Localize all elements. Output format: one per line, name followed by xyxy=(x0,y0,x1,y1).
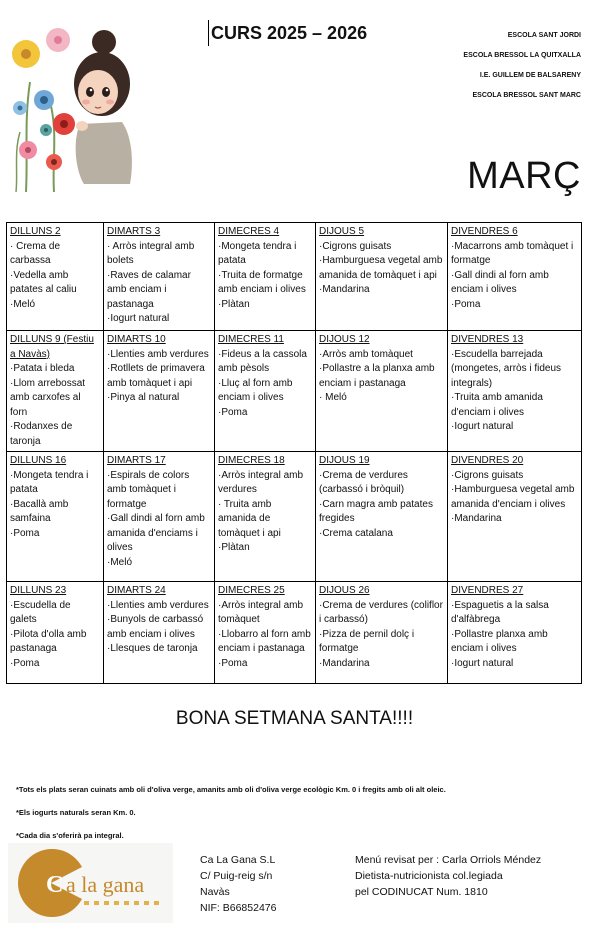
day-title: DILLUNS 16 xyxy=(10,455,67,466)
dish-item: ·Truita de formatge amb enciam i olives xyxy=(218,269,306,295)
day-cell xyxy=(215,331,316,452)
dish-item: ·Escudella de galets xyxy=(10,599,71,625)
day-title: DIVENDRES 20 xyxy=(451,455,524,466)
dish-item: ·Carn magra amb patates fregides xyxy=(319,498,433,524)
dish-item: · Meló xyxy=(319,392,347,403)
school-name: ESCOLA SANT JORDI xyxy=(507,32,581,39)
dish-item: ·Cigrons guisats xyxy=(451,469,524,481)
dish-item: ·Cigrons guisats xyxy=(319,240,392,252)
dish-item: ·Raves de calamar amb enciam i pastanaga xyxy=(107,269,191,310)
dish-item: ·Llesques de taronja xyxy=(107,643,198,654)
company-info xyxy=(200,852,276,916)
day-cell xyxy=(104,331,215,452)
day-title: DIMARTS 24 xyxy=(107,585,166,596)
note-yogurt: *Els iogurts naturals seran Km. 0. xyxy=(16,808,136,817)
dish-item: ·Pinya al natural xyxy=(107,392,180,403)
day-title: DIMECRES 11 xyxy=(218,334,284,345)
dish-item: ·Poma xyxy=(218,657,248,669)
dish-item: ·Mandarina xyxy=(319,284,370,295)
dish-item: ·Lluç al forn amb enciam i olives xyxy=(218,377,293,403)
dish-item: ·Llom arrebossat amb carxofes al forn xyxy=(10,377,86,418)
dish-item: ·Crema catalana xyxy=(319,527,393,539)
dish-item: · Arròs integral amb bolets xyxy=(107,240,195,266)
company-town: Navàs xyxy=(200,886,230,898)
dish-item: ·Meló xyxy=(10,298,36,310)
note-oil: *Tots els plats seran cuinats amb oli d'oliva verge, amanits amb oli d'oliva verge ecològic Km. 0 i fregits amb oli alt oleic. xyxy=(16,785,446,794)
dish-item: ·Llenties amb verdures xyxy=(107,348,209,360)
dish-item: ·Crema de verdures (coliflor i carbassó) xyxy=(319,599,443,625)
dish-item: ·Iogurt natural xyxy=(451,657,514,669)
girl-with-flowers-illustration xyxy=(6,12,136,192)
day-title: DIMARTS 10 xyxy=(107,334,166,345)
dish-item: ·Arròs integral amb verdures xyxy=(218,469,304,495)
week-row xyxy=(7,452,582,582)
day-cell xyxy=(104,452,215,582)
dish-item: ·Llenties amb verdures xyxy=(107,599,209,611)
day-cell xyxy=(448,331,582,452)
day-title: DILLUNS 2 xyxy=(10,226,61,237)
reviewer-registration: pel CODINUCAT Num. 1810 xyxy=(355,886,488,898)
day-title: DIJOUS 5 xyxy=(319,226,365,237)
day-title: DIVENDRES 13 xyxy=(451,334,524,345)
company-nif: NIF: B66852476 xyxy=(200,902,277,914)
dish-item: ·Vedella amb patates al caliu xyxy=(10,269,77,295)
school-list xyxy=(381,28,581,108)
holiday-message: BONA SETMANA SANTA!!!! xyxy=(175,708,414,729)
dish-item: ·Arròs integral amb tomàquet xyxy=(218,599,304,625)
dish-item: ·Pollastre planxa amb enciam i olives xyxy=(451,628,548,654)
dish-item: ·Poma xyxy=(218,406,248,418)
dish-item: ·Pollastre a la planxa amb enciam i pastanaga xyxy=(319,363,435,389)
day-title: DIJOUS 26 xyxy=(319,585,370,596)
dish-item: ·Espirals de colors amb tomàquet i formatge xyxy=(107,469,190,510)
dish-item: ·Poma xyxy=(10,527,40,539)
day-cell xyxy=(215,452,316,582)
day-cell xyxy=(448,452,582,582)
dish-item: ·Rodanxes de taronja xyxy=(10,421,73,447)
school-name: I.E. GUILLEM DE BALSARENY xyxy=(479,72,581,79)
company-name: Ca La Gana S.L xyxy=(200,854,276,866)
day-cell xyxy=(7,331,104,452)
day-cell xyxy=(316,331,448,452)
dish-item: ·Mongeta tendra i patata xyxy=(218,240,297,266)
dish-item: ·Hamburguesa vegetal amb amanida de tomàquet i api xyxy=(319,255,443,281)
dish-item: ·Iogurt natural xyxy=(451,421,514,432)
week-row xyxy=(7,331,582,452)
day-title: DIMECRES 25 xyxy=(218,585,285,596)
dish-item: ·Mongeta tendra i patata xyxy=(10,469,89,495)
dish-item: ·Iogurt natural xyxy=(107,313,170,324)
dish-item: ·Pilota d'olla amb pastanaga xyxy=(10,628,87,654)
note-bread: *Cada dia s'oferirà pa integral. xyxy=(16,831,124,840)
day-title: DILLUNS 23 xyxy=(10,585,67,596)
dish-item: ·Gall dindi al forn amb enciam i olives xyxy=(451,269,549,295)
day-cell xyxy=(7,452,104,582)
day-cell xyxy=(215,582,316,684)
day-cell xyxy=(7,582,104,684)
day-title: DIVENDRES 6 xyxy=(451,226,518,237)
dish-item: ·Arròs amb tomàquet xyxy=(319,348,413,360)
school-name: ESCOLA BRESSOL SANT MARC xyxy=(472,92,581,99)
day-cell xyxy=(448,223,582,331)
day-cell xyxy=(104,582,215,684)
dish-item: ·Bunyols de carbassó amb enciam i olives xyxy=(107,614,204,640)
day-title: DIVENDRES 27 xyxy=(451,585,524,596)
dish-item: · Truita amb amanida de tomàquet i api xyxy=(218,498,281,539)
day-cell xyxy=(104,223,215,331)
day-title: DIMECRES 18 xyxy=(218,455,285,466)
dish-item: ·Patata i bleda xyxy=(10,363,75,374)
ca-la-gana-logo xyxy=(8,843,173,923)
dish-item: ·Poma xyxy=(10,657,40,669)
reviewer-title: Dietista-nutricionista col.legiada xyxy=(355,870,503,882)
day-cell xyxy=(448,582,582,684)
day-cell xyxy=(316,452,448,582)
dish-item: ·Mandarina xyxy=(451,513,502,524)
dish-item: ·Truita amb amanida d'enciam i olives xyxy=(451,392,543,418)
day-title: DILLUNS 9 (Festiu a Navàs) xyxy=(10,334,94,360)
school-name: ESCOLA BRESSOL LA QUITXALLA xyxy=(463,52,581,59)
day-cell xyxy=(316,582,448,684)
reviewer-line: Menú revisat per : Carla Orriols Méndez xyxy=(355,854,542,866)
dish-item: ·Pizza de pernil dolç i formatge xyxy=(319,628,415,654)
day-title: DIJOUS 19 xyxy=(319,455,370,466)
dish-item: ·Escudella barrejada (mongetes, arròs i fideus integrals) xyxy=(451,348,562,389)
month-title: MARÇ xyxy=(467,155,581,197)
dish-item: ·Poma xyxy=(451,298,481,310)
menu-review-info xyxy=(355,852,541,900)
dish-item: ·Plàtan xyxy=(218,542,250,553)
week-row xyxy=(7,582,582,684)
dish-item: ·Espaguetis a la salsa d'alfàbrega xyxy=(451,599,549,625)
dish-item: ·Bacallà amb samfaina xyxy=(10,498,69,524)
dish-item: ·Mandarina xyxy=(319,657,370,669)
day-title: DIMECRES 4 xyxy=(218,226,280,237)
day-title: DIJOUS 12 xyxy=(319,334,370,345)
dish-item: ·Plàtan xyxy=(218,298,250,310)
logo-text: a la gana xyxy=(66,872,145,897)
course-title: CURS 2025 – 2026 xyxy=(208,20,367,46)
week-row xyxy=(7,223,582,331)
dish-item: ·Fideus a la cassola amb pèsols xyxy=(218,348,307,374)
day-title: DIMARTS 17 xyxy=(107,455,166,466)
day-title: DIMARTS 3 xyxy=(107,226,161,237)
dish-item: ·Macarrons amb tomàquet i formatge xyxy=(451,240,574,266)
dish-item: · Crema de carbassa xyxy=(10,240,61,266)
logo-text-c: C xyxy=(46,872,64,898)
day-cell xyxy=(7,223,104,331)
dish-item: ·Crema de verdures (carbassó i bròquil) xyxy=(319,469,408,495)
day-cell xyxy=(215,223,316,331)
company-address: C/ Puig-reig s/n xyxy=(200,870,273,882)
dish-item: ·Hamburguesa vegetal amb amanida d'enciam i olives xyxy=(451,484,575,510)
dish-item: ·Rotllets de primavera amb tomàquet i api xyxy=(107,363,205,389)
day-cell xyxy=(316,223,448,331)
dish-item: ·Meló xyxy=(107,556,133,568)
dish-item: ·Gall dindi al forn amb amanida d'enciams i olives xyxy=(107,513,205,553)
weekly-menu-table xyxy=(6,222,582,684)
dish-item: ·Llobarro al forn amb enciam i pastanaga xyxy=(218,628,311,654)
